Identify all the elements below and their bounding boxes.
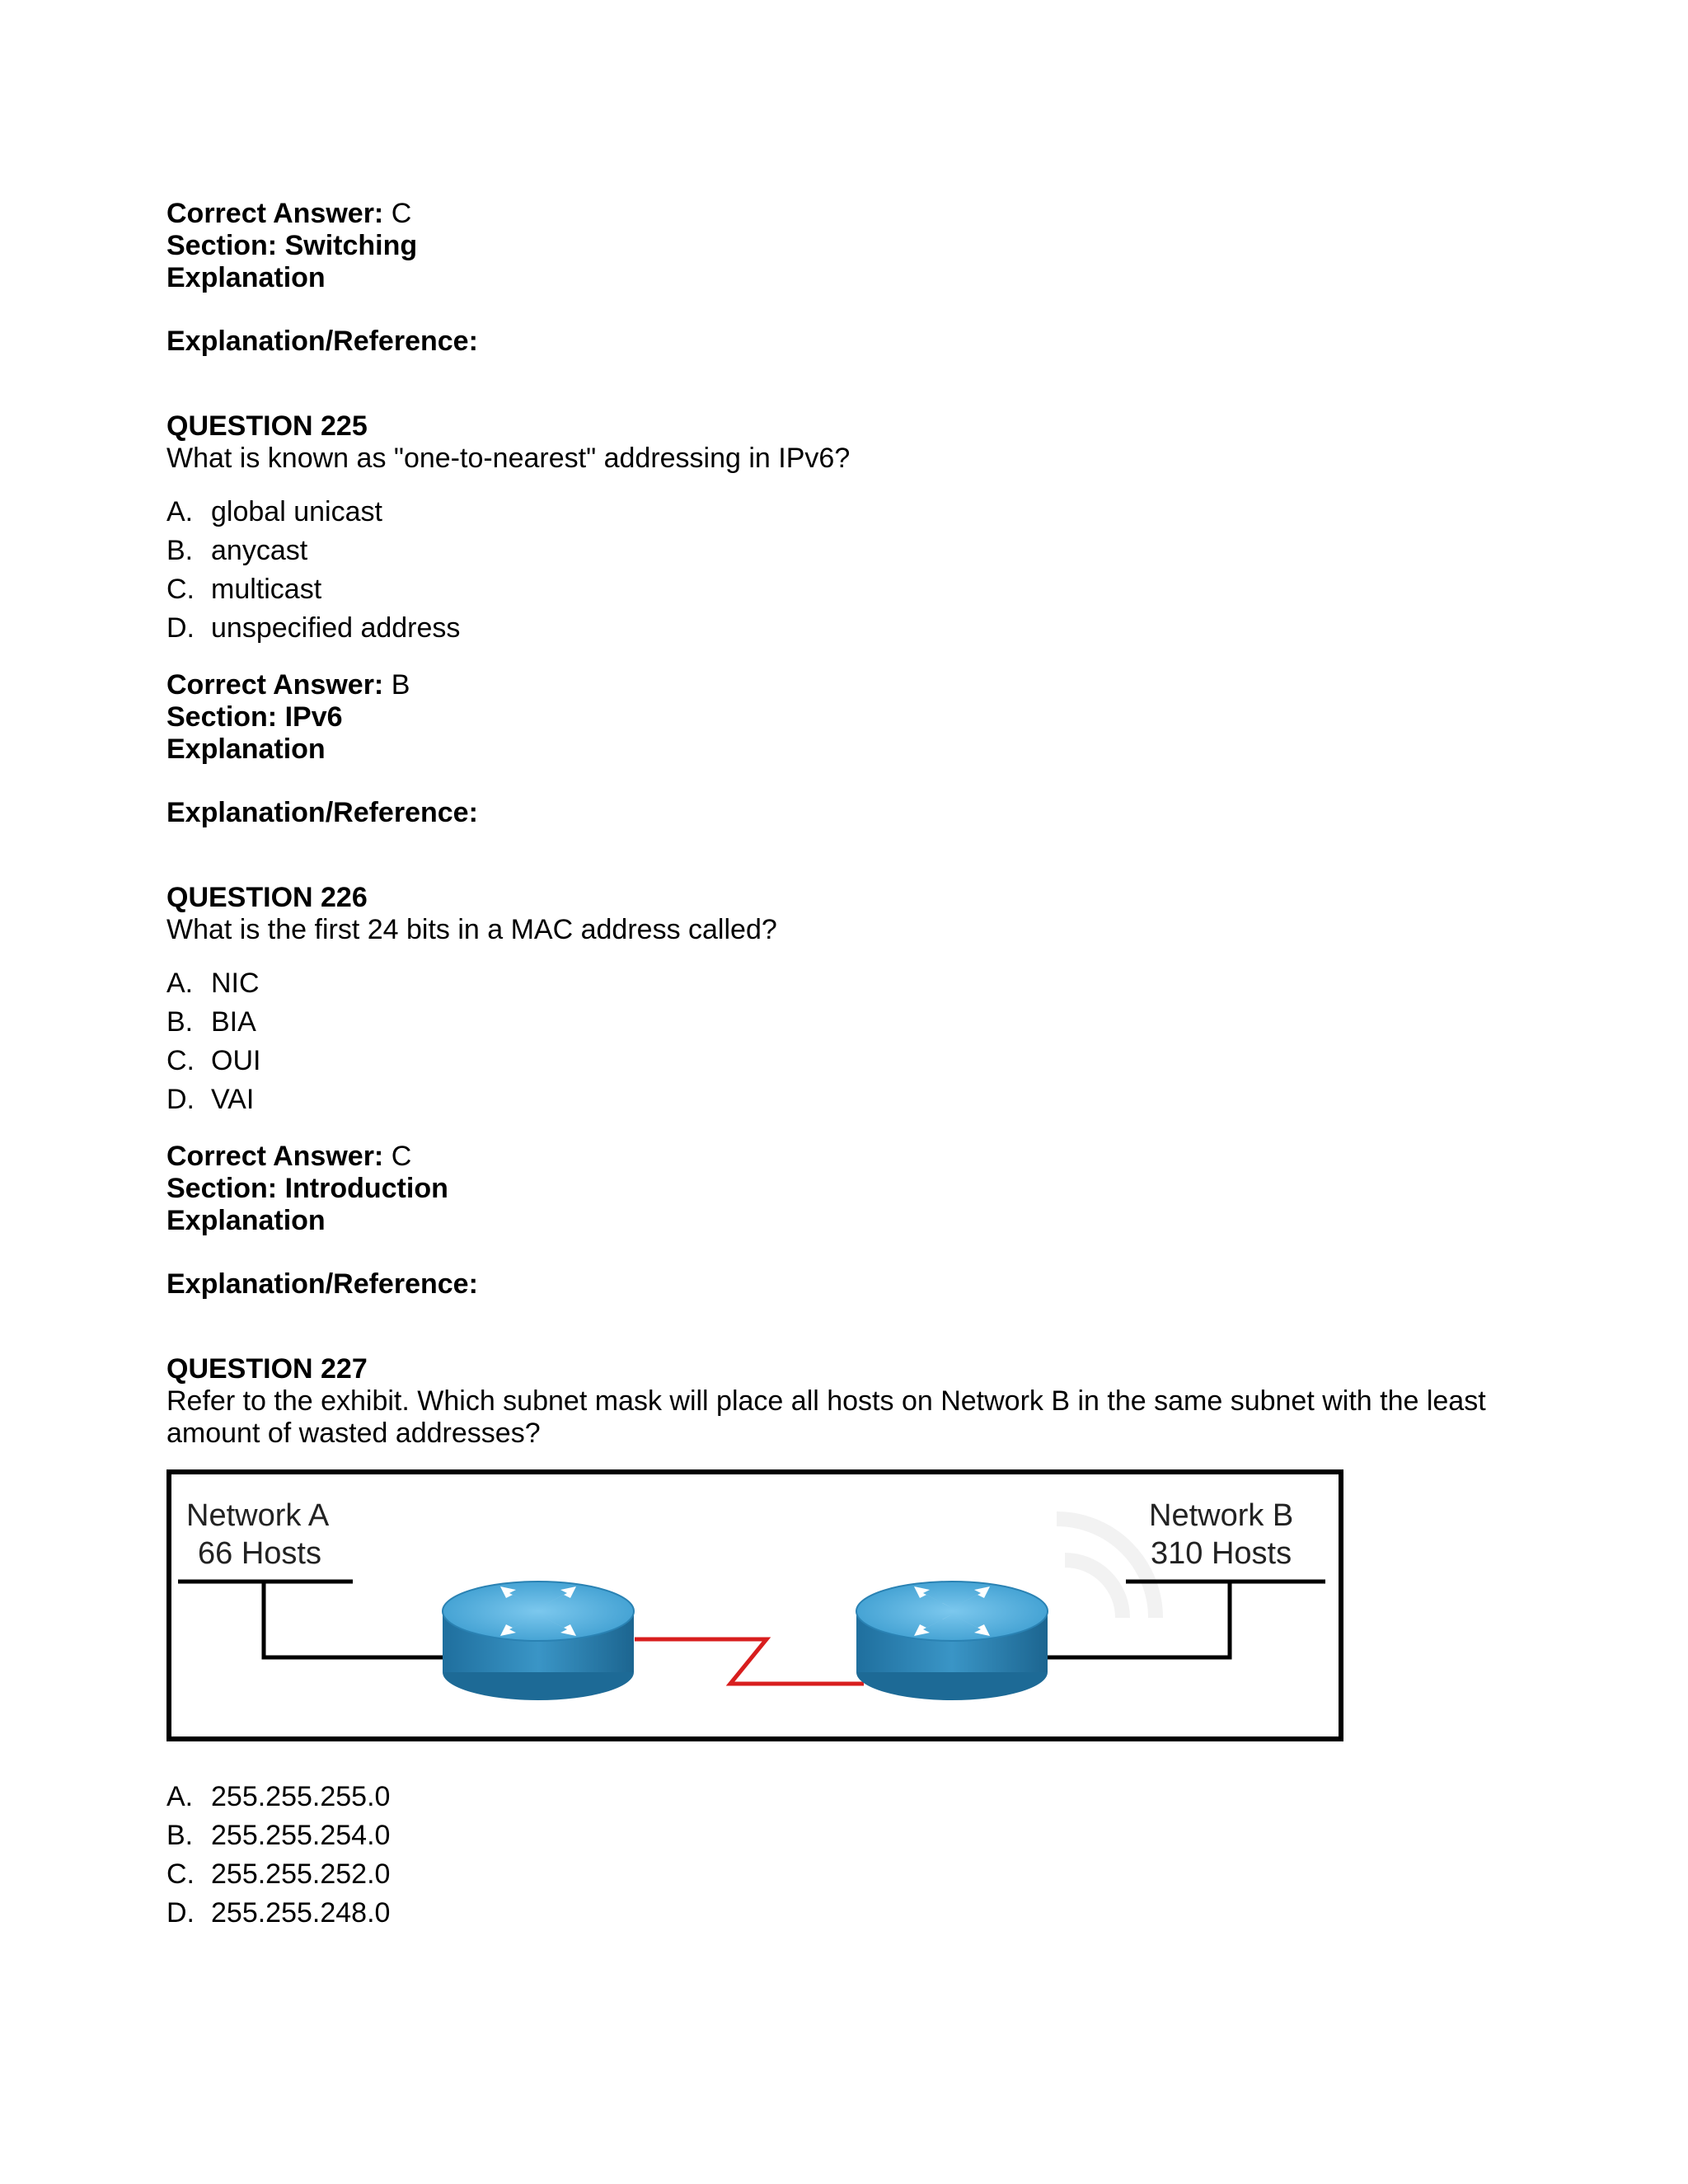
question-226 — [166, 882, 1518, 1301]
option-c — [166, 1855, 1518, 1894]
question-text: What is known as "one-to-nearest" addressing in IPv6? — [166, 443, 851, 474]
question-text: What is the first 24 bits in a MAC address called? — [166, 914, 777, 945]
option-b — [166, 1003, 1518, 1042]
answer-block-prev — [166, 198, 1518, 358]
document-page — [166, 198, 1518, 1933]
option-a — [166, 964, 1518, 1003]
option-c — [166, 570, 1518, 609]
router-2-icon — [856, 1582, 1048, 1700]
reference-label: Explanation/Reference: — [166, 797, 478, 828]
option-text: multicast — [211, 574, 322, 605]
option-letter: D. — [166, 1084, 195, 1115]
correct-answer-value: C — [391, 1141, 412, 1172]
option-d — [166, 1080, 1518, 1119]
option-a — [166, 1778, 1518, 1816]
network-a-name: Network A — [186, 1498, 330, 1533]
option-letter: B. — [166, 1006, 194, 1038]
option-letter: D. — [166, 612, 195, 644]
option-letter: B. — [166, 535, 194, 566]
option-letter: B. — [166, 1820, 194, 1851]
option-letter: C. — [166, 1045, 195, 1076]
option-text: 255.255.255.0 — [211, 1781, 391, 1812]
option-text: 255.255.252.0 — [211, 1858, 391, 1890]
section-label: Section: IPv6 — [166, 701, 343, 733]
reference-label: Explanation/Reference: — [166, 1268, 478, 1300]
question-title: QUESTION 227 — [166, 1353, 368, 1385]
correct-answer-label: Correct Answer: — [166, 198, 384, 229]
reference-label: Explanation/Reference: — [166, 326, 478, 357]
option-text: unspecified address — [211, 612, 461, 644]
option-text: VAI — [211, 1084, 255, 1115]
option-letter: A. — [166, 1781, 194, 1812]
correct-answer-label: Correct Answer: — [166, 669, 384, 701]
option-b — [166, 532, 1518, 570]
correct-answer-value: B — [391, 669, 410, 701]
option-text: anycast — [211, 535, 308, 566]
network-diagram — [166, 1469, 1343, 1741]
router-1-icon — [443, 1582, 634, 1700]
option-letter: C. — [166, 1858, 195, 1890]
correct-answer-label: Correct Answer: — [166, 1141, 384, 1172]
options-list — [166, 493, 1518, 648]
question-225 — [166, 410, 1518, 829]
question-227 — [166, 1353, 1518, 1933]
option-letter: D. — [166, 1897, 195, 1929]
options-list — [166, 1778, 1518, 1933]
option-text: BIA — [211, 1006, 256, 1038]
network-b-hosts: 310 Hosts — [1151, 1536, 1292, 1571]
option-letter: A. — [166, 496, 194, 527]
option-a — [166, 493, 1518, 532]
option-text: 255.255.248.0 — [211, 1897, 391, 1929]
options-list — [166, 964, 1518, 1119]
option-c — [166, 1042, 1518, 1080]
explanation-label: Explanation — [166, 262, 326, 293]
question-title: QUESTION 226 — [166, 882, 368, 913]
option-letter: A. — [166, 968, 194, 999]
option-text: 255.255.254.0 — [211, 1820, 391, 1851]
option-d — [166, 1894, 1518, 1933]
option-text: OUI — [211, 1045, 261, 1076]
explanation-label: Explanation — [166, 1205, 326, 1236]
question-title: QUESTION 225 — [166, 410, 368, 442]
question-text-line-2: amount of wasted addresses? — [166, 1418, 541, 1449]
section-label: Section: Switching — [166, 230, 418, 261]
network-b-name: Network B — [1149, 1498, 1294, 1533]
option-text: global unicast — [211, 496, 382, 527]
option-d — [166, 609, 1518, 648]
option-text: NIC — [211, 968, 260, 999]
network-exhibit — [166, 1469, 1343, 1741]
correct-answer-value: C — [391, 198, 412, 229]
option-b — [166, 1816, 1518, 1855]
section-label: Section: Introduction — [166, 1173, 448, 1204]
network-a-hosts: 66 Hosts — [198, 1536, 321, 1571]
option-letter: C. — [166, 574, 195, 605]
explanation-label: Explanation — [166, 733, 326, 765]
question-text-line-1: Refer to the exhibit. Which subnet mask will place all hosts on Network B in the same subnet with the least — [166, 1385, 1486, 1417]
